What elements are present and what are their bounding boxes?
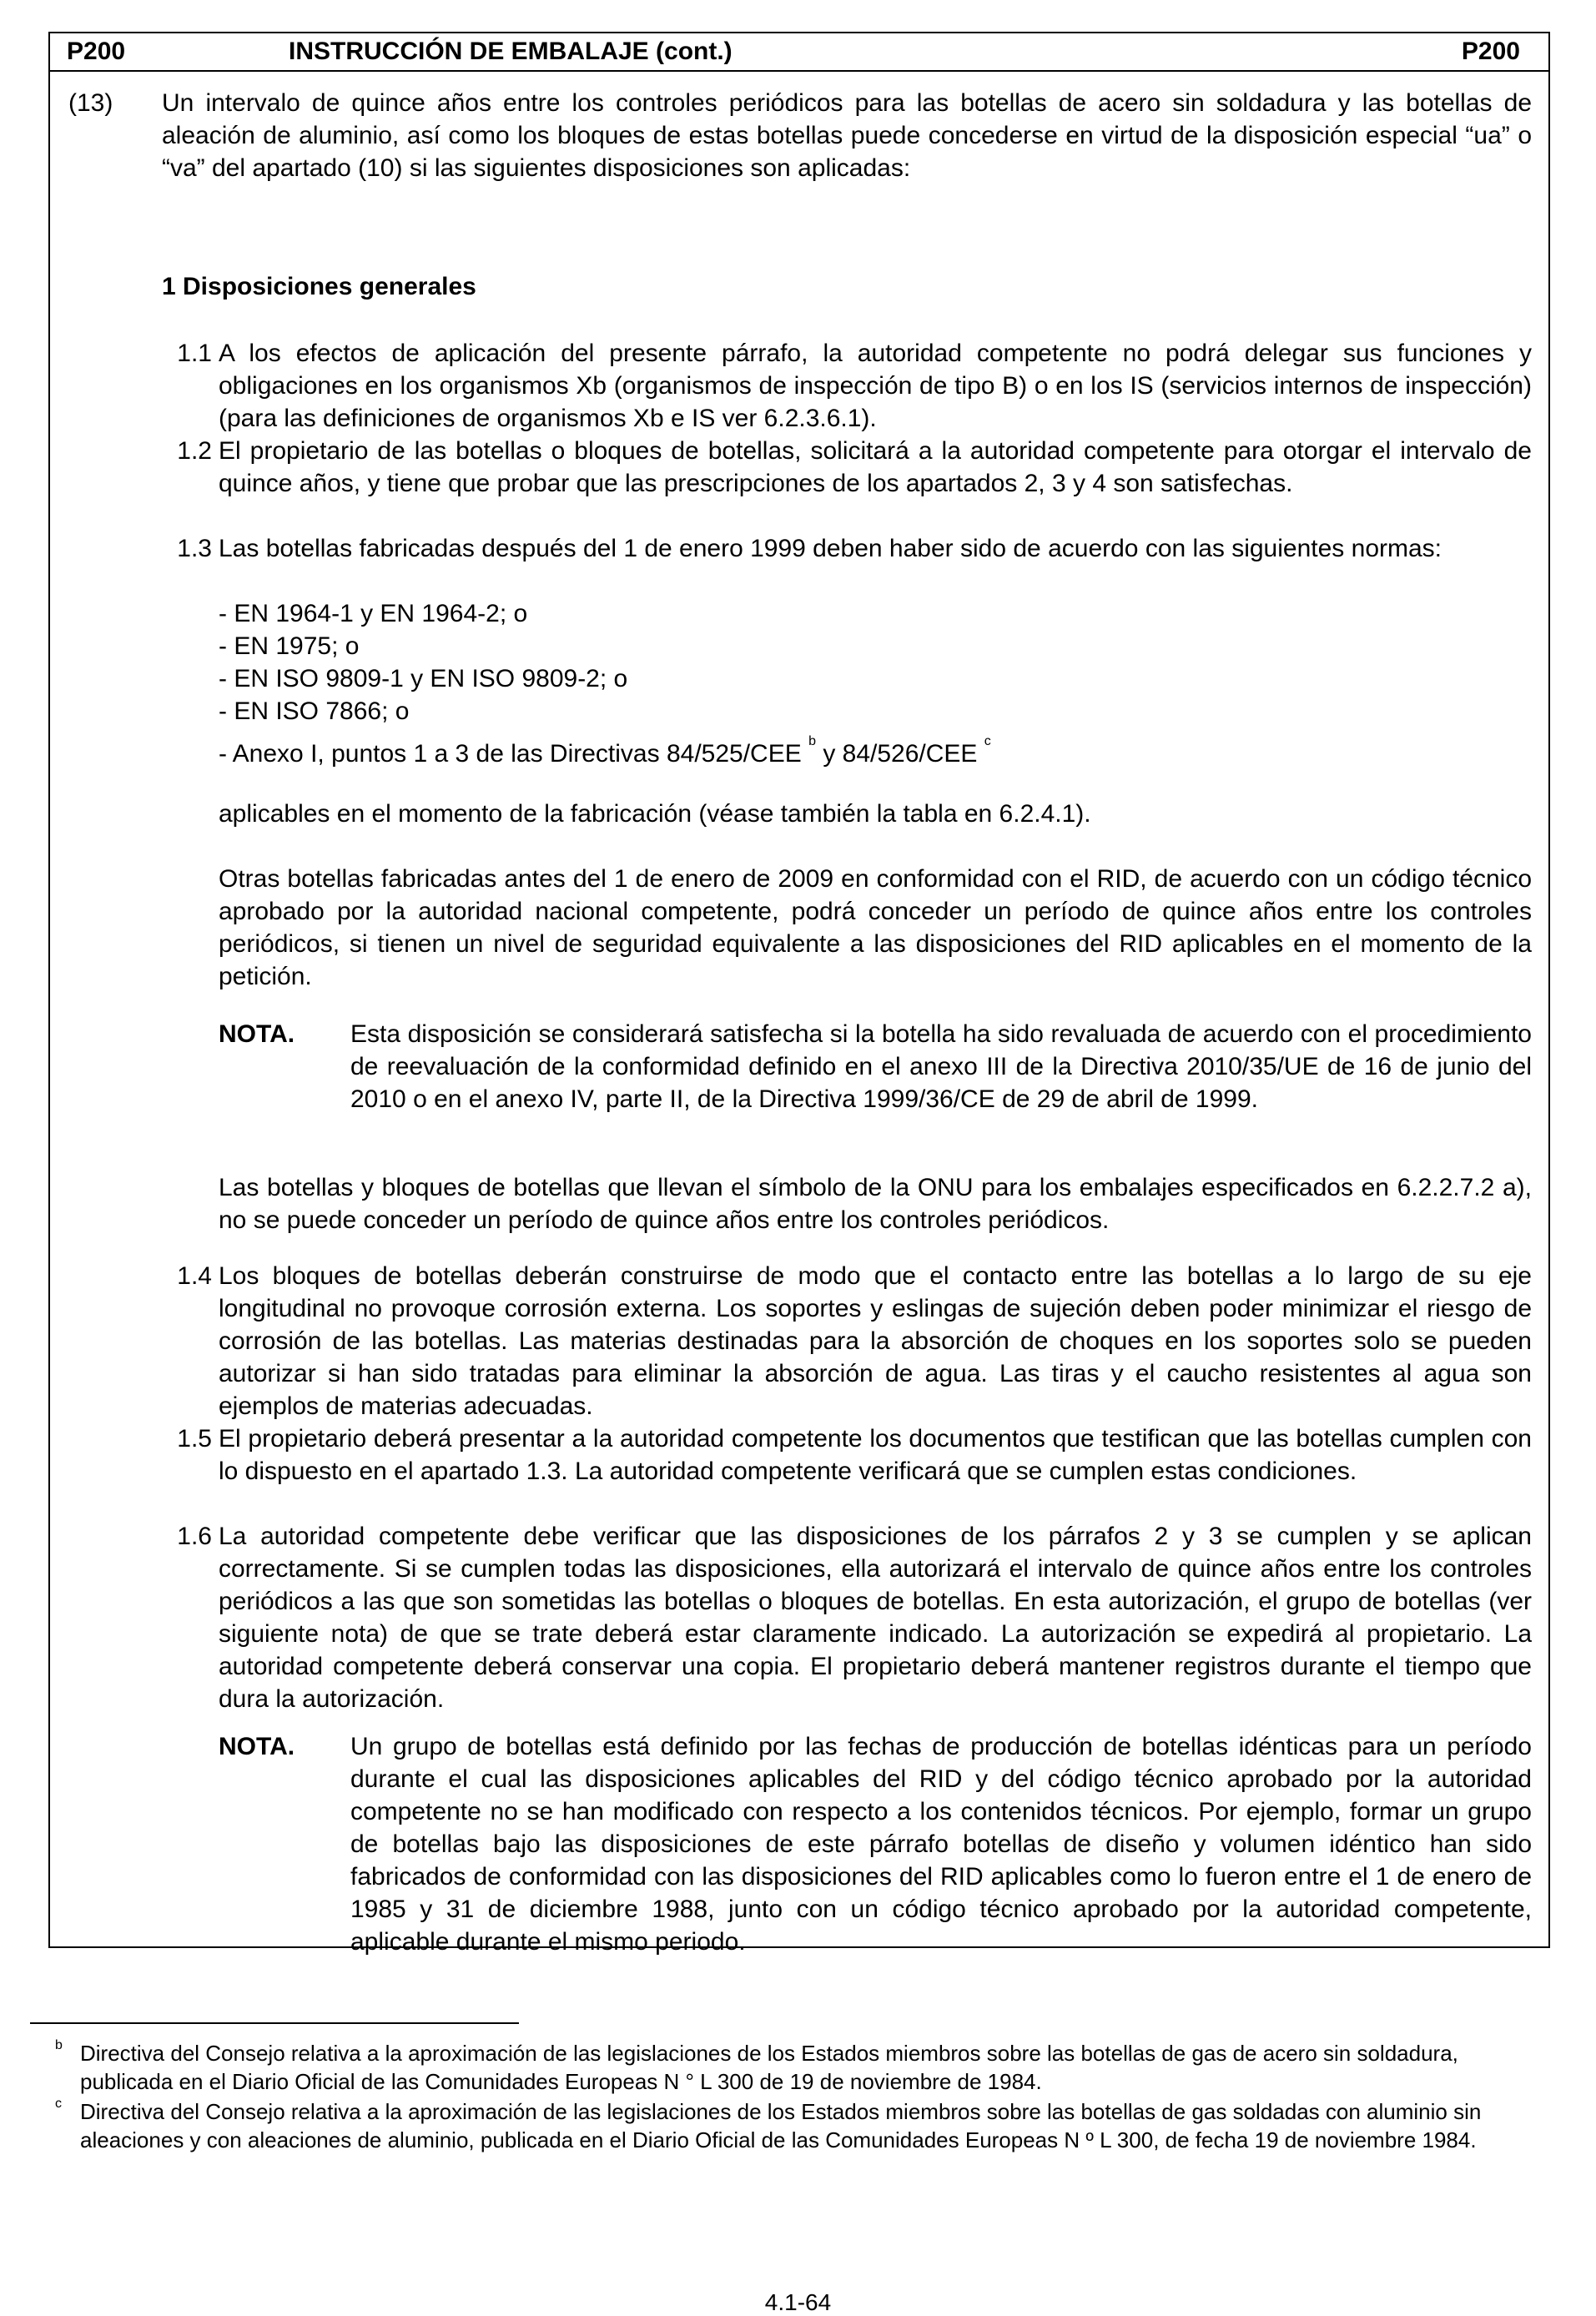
un-symbol-paragraph: Las botellas y bloques de botellas que llevan el símbolo de la ONU para los embalajes especificados en 6.2.2.7.2 a), no se puede conceder un período de quince años entre los controles periódicos. xyxy=(219,1174,1532,1234)
header-title: INSTRUCCIÓN DE EMBALAJE (cont.) xyxy=(289,38,733,65)
item-number-1-4: 1.4 xyxy=(177,1262,212,1290)
item-text-1-1: A los efectos de aplicación del presente párrafo, la autoridad competente no podrá delegar sus funciones y obligaciones en los organismos Xb (organismos de inspección de tipo B) o en los IS (servicios internos de inspección) (para las definiciones de organismos Xb e IS ver 6.2.3.6.1). xyxy=(219,340,1532,432)
standard-item: - EN 1975; o xyxy=(219,632,360,660)
directive-text-a: - Anexo I, puntos 1 a 3 de las Directivas 84/525/CEE xyxy=(219,740,802,768)
standard-item-directives xyxy=(219,734,991,770)
section-title: 1 Disposiciones generales xyxy=(162,273,476,300)
item-number-1-5: 1.5 xyxy=(177,1425,212,1453)
footnote-ref-c: c xyxy=(984,734,991,748)
item-number-1-2: 1.2 xyxy=(177,437,212,465)
other-bottles-paragraph: Otras botellas fabricadas antes del 1 de enero de 2009 en conformidad con el RID, de acuerdo con un código técnico aprobado por la autoridad nacional competente, podrá conceder un período de quince años entre los controles periódicos, si tienen un nivel de seguridad equivalente a las disposiciones del RID aplicables en el momento de la petición. xyxy=(219,865,1532,990)
intro-paragraph: Un intervalo de quince años entre los controles periódicos para las botellas de acero sin soldadura y las botellas de aleación de aluminio, así como los bloques de estas botellas puede concederse en virtud de la disposición especial “ua” o “va” del apartado (10) si las siguientes disposiciones son aplicadas: xyxy=(162,89,1532,182)
directive-text-b: y 84/526/CEE xyxy=(823,740,978,768)
item-number-1-1: 1.1 xyxy=(177,340,212,367)
item-number-1-3: 1.3 xyxy=(177,535,212,562)
note-text: Un grupo de botellas está definido por las fechas de producción de botellas idénticas para un período durante el cual las disposiciones aplicables del RID y del código técnico aprobado por la autoridad competente no se han modificado con respecto a los contenidos técnicos. Por ejemplo, formar un grupo de botellas bajo las disposiciones de este párrafo botellas de diseño y volumen idéntico han sido fabricados de conformidad con las disposiciones del RID aplicables como lo fueron entre el 1 de enero de 1985 y 31 de diciembre 1988, junto con un código técnico aprobado por la autoridad competente, aplicable durante el mismo periodo. xyxy=(350,1733,1532,1956)
table-body xyxy=(50,70,1548,1956)
header-code-right: P200 xyxy=(1461,38,1520,65)
item-text-1-2: El propietario de las botellas o bloques de botellas, solicitará a la autoridad competente para otorgar el intervalo de quince años, y tiene que probar que las prescripciones de los apartados 2, 3 y 4 son satisfechas. xyxy=(219,437,1532,497)
item-text-1-6: La autoridad competente debe verificar que las disposiciones de los párrafos 2 y 3 se cumplen y se aplican correctamente. Si se cumplen todas las disposiciones, ella autorizará el intervalo de quince años entre los controles periódicos a las que son sometidas las botellas o bloques de botellas. En esta autorización, el grupo de botellas (ver siguiente nota) de que se trate deberá estar claramente indicado. La autorización se expedirá al propietario. La autoridad competente deberá conservar una copia. El propietario deberá mantener registros durante el tiempo que dura la autorización. xyxy=(219,1523,1532,1713)
item-text-1-3: Las botellas fabricadas después del 1 de enero 1999 deben haber sido de acuerdo con las siguientes normas: xyxy=(219,535,1442,562)
applicable-text: aplicables en el momento de la fabricación (véase también la tabla en 6.2.4.1). xyxy=(219,800,1091,828)
footnote-mark-c: c xyxy=(55,2097,62,2111)
note-label: NOTA. xyxy=(219,1020,295,1048)
paragraph-number: (13) xyxy=(68,89,113,117)
item-text-1-4: Los bloques de botellas deberán construirse de modo que el contacto entre las botellas a lo largo de su eje longitudinal no provoque corrosión externa. Los soportes y eslingas de sujeción deben poder minimizar el riesgo de corrosión de las botellas. Las materias destinadas para la absorción de choques en los soportes solo se pueden autorizar si han sido tratadas para eliminar la absorción de agua. Las tiras y el caucho resistentes al agua son ejemplos de materias adecuadas. xyxy=(219,1262,1532,1420)
footnote-ref-b: b xyxy=(808,734,816,748)
standard-item: - EN ISO 9809-1 y EN ISO 9809-2; o xyxy=(219,665,628,692)
item-text-1-5: El propietario deberá presentar a la autoridad competente los documentos que testifican que las botellas cumplen con lo dispuesto en el apartado 1.3. La autoridad competente verificará que se cumplen estas condiciones. xyxy=(219,1425,1532,1485)
packing-instruction-table xyxy=(48,32,1550,1956)
footnote-mark-b: b xyxy=(55,2038,63,2052)
header-code-left: P200 xyxy=(67,38,126,65)
note-text: Esta disposición se considerará satisfecha si la botella ha sido revaluada de acuerdo con el procedimiento de reevaluación de la conformidad definido en el anexo III de la Directiva 2010/35/UE de 16 de junio del 2010 o en el anexo IV, parte II, de la Directiva 1999/36/CE de 29 de abril de 1999. xyxy=(350,1020,1532,1113)
note-label: NOTA. xyxy=(219,1733,295,1760)
table-header xyxy=(50,33,1548,72)
standard-item: - EN 1964-1 y EN 1964-2; o xyxy=(219,600,528,627)
page-number: 4.1-64 xyxy=(764,2289,832,2315)
footnote-separator xyxy=(30,2022,519,2024)
standard-item: - EN ISO 7866; o xyxy=(219,697,410,725)
footnote-c: Directiva del Consejo relativa a la aproximación de las legislaciones de los Estados miembros sobre las botellas de gas soldadas con aluminio sin aleaciones y con aleaciones de aluminio, publicada en el Diario Oficial de las Comunidades Europeas N º L 300, de fecha 19 de noviembre 1984. xyxy=(80,2099,1482,2152)
footnote-b: Directiva del Consejo relativa a la aproximación de las legislaciones de los Estados miembros sobre las botellas de gas de acero sin soldadura, publicada en el Diario Oficial de las Comunidades Europeas N ° L 300 de 19 de noviembre de 1984. xyxy=(80,2041,1458,2094)
item-number-1-6: 1.6 xyxy=(177,1523,212,1550)
